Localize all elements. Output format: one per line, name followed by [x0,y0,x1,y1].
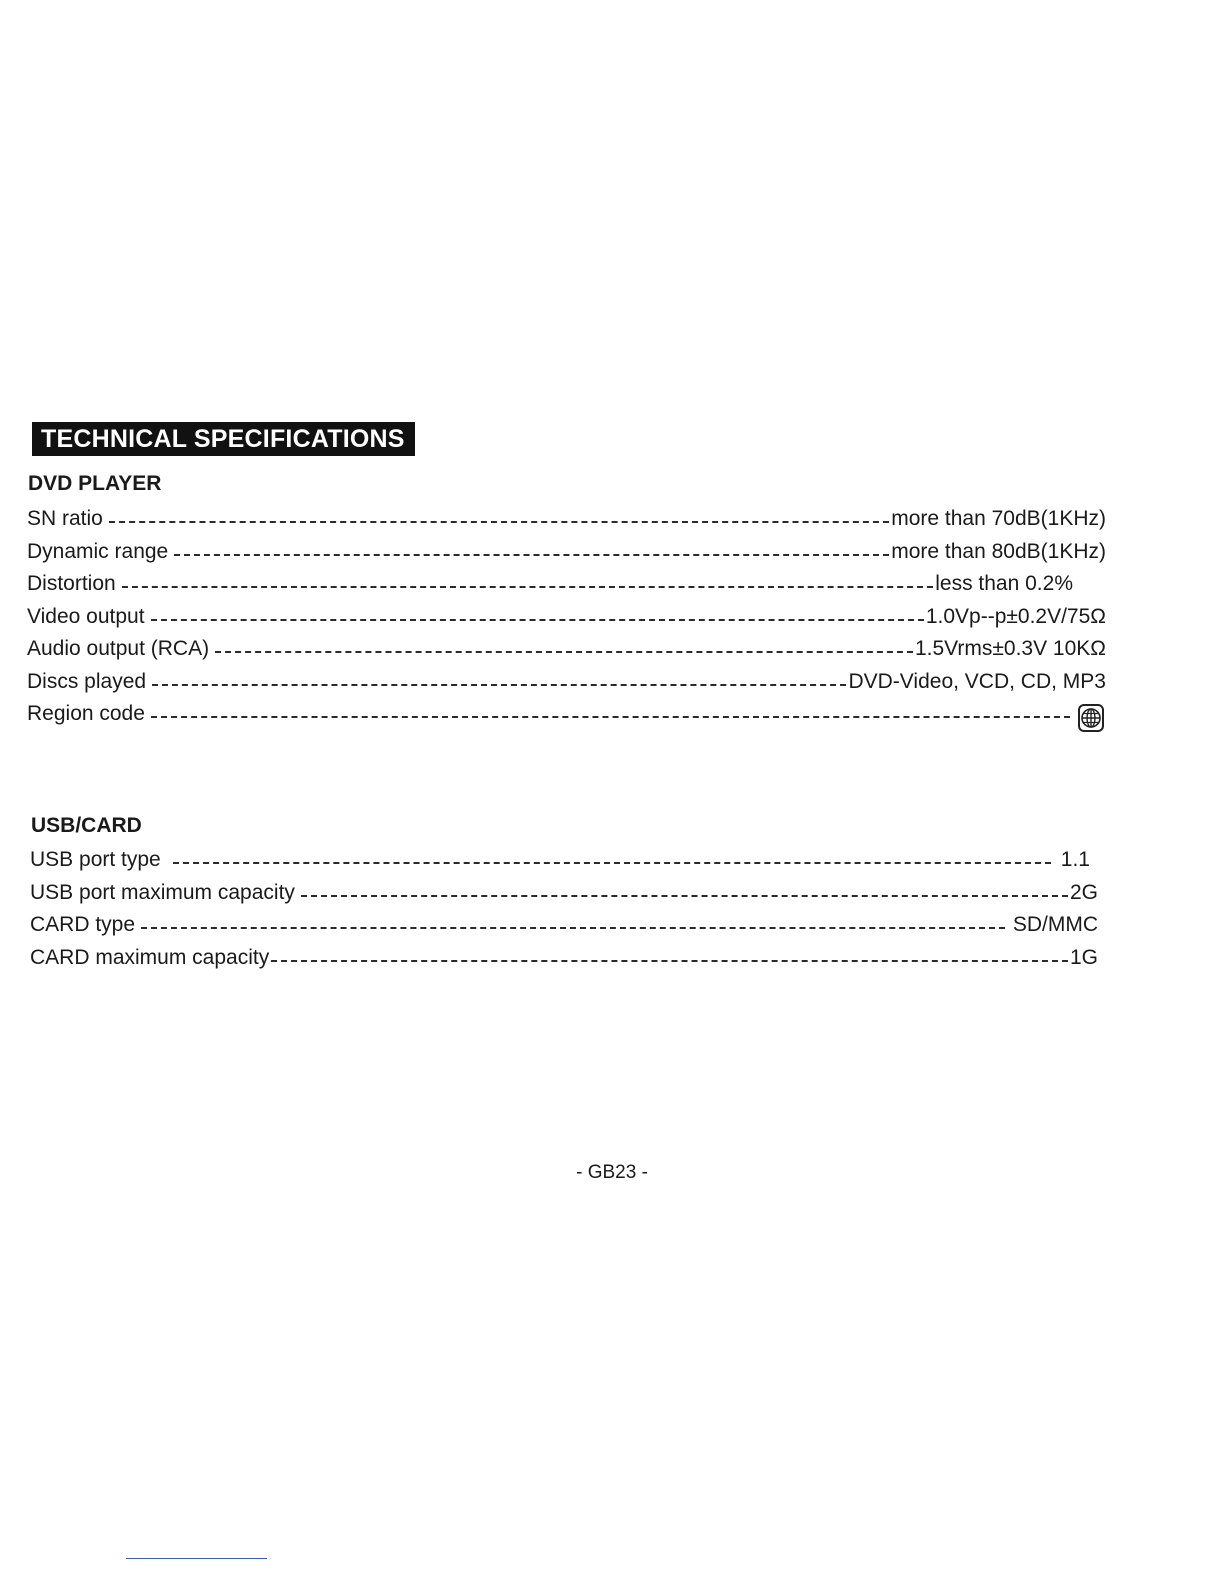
page-number: - GB23 - [576,1162,648,1183]
spec-row-usb-max-capacity [30,877,1098,910]
dotted-leader [301,895,1068,897]
dotted-leader [122,586,934,588]
spec-value: 1.0Vp--p±0.2V/75Ω [925,604,1106,628]
usb-card-spec-list [30,844,1098,974]
spec-label: Region code [27,702,145,725]
spec-row-discs-played [27,666,1106,699]
dotted-leader [151,619,924,621]
dotted-leader [109,521,889,523]
spec-row-video-output [27,601,1106,634]
spec-row-dynamic-range [27,536,1106,569]
region-globe-icon [1078,704,1104,732]
spec-row-usb-port-type [30,844,1098,877]
spec-value: 1.5Vrms±0.3V 10KΩ [914,637,1106,660]
dotted-leader [215,651,913,653]
spec-value: 2G [1069,880,1098,904]
spec-value: DVD-Video, VCD, CD, MP3 [848,669,1106,693]
spec-row-card-type [30,909,1098,942]
section-title-usb-card: USB/CARD [31,814,142,837]
spec-label: Video output [27,604,145,628]
dotted-leader [141,927,1005,929]
spec-label: USB port type [30,848,161,871]
dvd-player-spec-list [27,503,1106,731]
spec-label: CARD type [30,913,136,936]
spec-value: 1G [1069,945,1098,969]
spec-label: Discs played [27,669,147,693]
spec-value: more than 80dB(1KHz) [891,539,1106,563]
spec-value [1078,698,1104,731]
section-title-dvd-player: DVD PLAYER [28,472,162,495]
spec-label: SN ratio [27,507,103,530]
spec-value: less than 0.2% [935,572,1073,595]
spec-row-sn-ratio [27,503,1106,536]
spec-label: Distortion [27,572,116,595]
dotted-leader [174,554,889,556]
spec-label: USB port maximum capacity [30,880,295,904]
spec-value: 1.1 [1060,848,1090,871]
spec-label: CARD maximum capacity [30,945,270,969]
spec-value: SD/MMC [1012,913,1098,936]
dotted-leader [271,960,1068,962]
dotted-leader [173,862,1051,864]
spec-value: more than 70dB(1KHz) [891,507,1106,530]
spec-row-card-max-capacity [30,942,1098,975]
spec-label: Dynamic range [27,539,169,563]
spec-row-audio-output [27,633,1106,666]
spec-label: Audio output (RCA) [27,637,210,660]
page-heading: TECHNICAL SPECIFICATIONS [32,422,415,456]
dotted-leader [151,716,1070,718]
dotted-leader [152,684,846,686]
footer-rule [126,1558,267,1559]
spec-row-region-code [27,698,1106,731]
spec-row-distortion [27,568,1106,601]
